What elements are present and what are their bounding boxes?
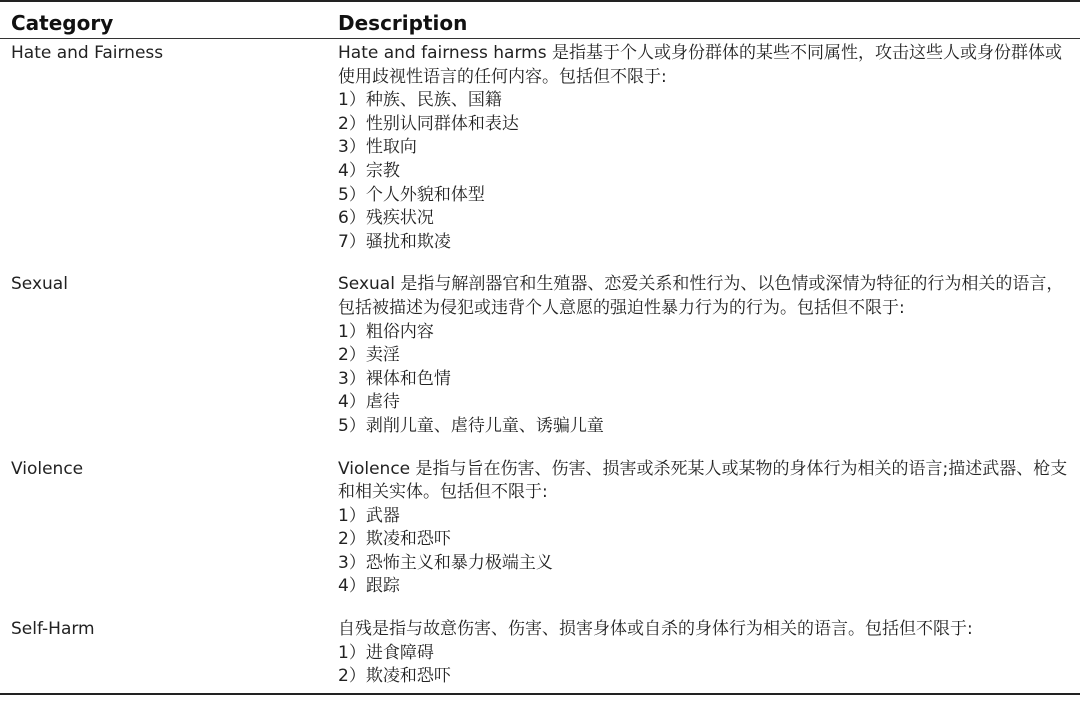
list-item: 1）粗俗内容 bbox=[338, 321, 434, 342]
description-cell bbox=[336, 265, 1080, 449]
list-item: 6）残疾状况 bbox=[338, 208, 434, 229]
table-header-row bbox=[0, 1, 1080, 39]
description-cell bbox=[336, 39, 1080, 266]
list-item: 1）武器 bbox=[338, 505, 400, 526]
column-header-category: Category bbox=[0, 1, 336, 39]
category-cell: Violence bbox=[11, 458, 84, 479]
table-row bbox=[0, 610, 1080, 694]
list-item: 3）裸体和色情 bbox=[338, 368, 451, 389]
description-intro: Sexual 是指与解剖器官和生殖器、恋爱关系和性行为、以色情或深情为特征的行为相关的语言，包括被描述为侵犯或违背个人意愿的强迫性暴力行为的行为。包括但不限于: bbox=[338, 274, 1064, 318]
table-row bbox=[0, 265, 1080, 449]
list-item: 2）性别认同群体和表达 bbox=[338, 113, 519, 134]
description-cell bbox=[336, 450, 1080, 611]
list-item: 4）跟踪 bbox=[338, 576, 400, 597]
category-cell: Sexual bbox=[11, 274, 68, 295]
category-cell: Hate and Fairness bbox=[11, 43, 164, 63]
list-item: 1）种族、民族、国籍 bbox=[338, 90, 502, 111]
list-item: 3）性取向 bbox=[338, 137, 417, 158]
list-item: 3）恐怖主义和暴力极端主义 bbox=[338, 552, 553, 573]
description-intro: Violence 是指与旨在伤害、伤害、损害或杀死某人或某物的身体行为相关的语言;描述武器、枪支和相关实体。包括但不限于: bbox=[338, 458, 1068, 503]
description-intro: Hate and fairness harms 是指基于个人或身份群体的某些不同属性，攻击这些人或身份群体或使用歧视性语言的任何内容。包括但不限于: bbox=[338, 43, 1062, 87]
list-item: 2）卖淫 bbox=[338, 345, 400, 366]
category-cell: Self-Harm bbox=[0, 610, 336, 694]
list-item: 5）个人外貌和体型 bbox=[338, 184, 485, 205]
list-item: 2）欺凌和恐吓 bbox=[338, 666, 451, 687]
list-item: 2）欺凌和恐吓 bbox=[338, 529, 451, 550]
list-item: 7）骚扰和欺凌 bbox=[338, 231, 451, 252]
list-item: 4）宗教 bbox=[338, 160, 400, 181]
list-item: 5）剥削儿童、虐待儿童、诱骗儿童 bbox=[338, 415, 604, 436]
description-cell bbox=[336, 610, 1080, 694]
description-intro: 自残是指与故意伤害、伤害、损害身体或自杀的身体行为相关的语言。包括但不限于: bbox=[338, 619, 973, 640]
table-row bbox=[0, 39, 1080, 266]
table-row bbox=[0, 450, 1080, 611]
list-item: 1）进食障碍 bbox=[338, 642, 434, 663]
column-header-description: Description bbox=[336, 1, 1080, 39]
list-item: 4）虐待 bbox=[338, 392, 400, 413]
